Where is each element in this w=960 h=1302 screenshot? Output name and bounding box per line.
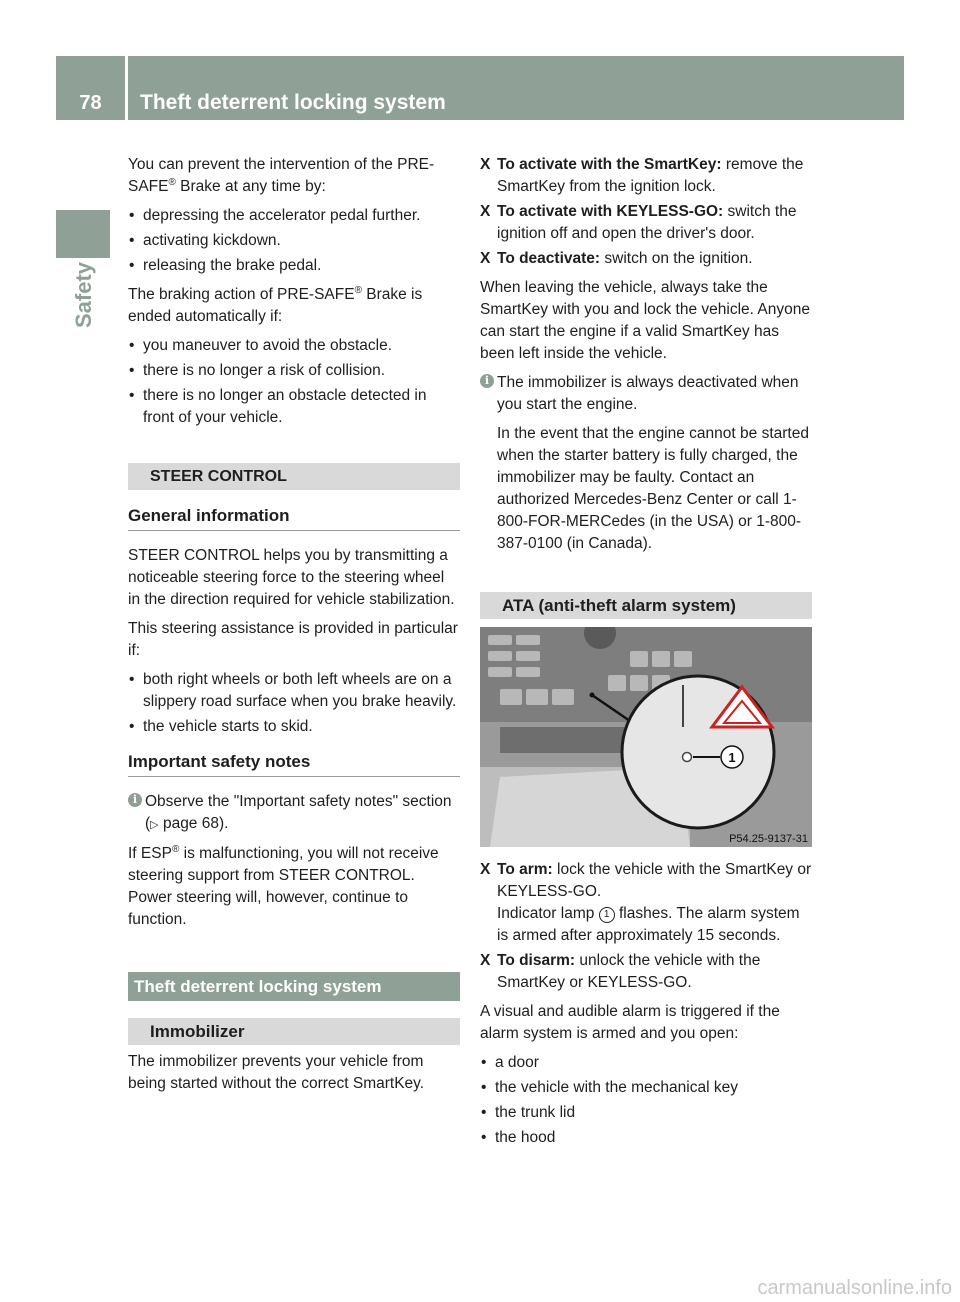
subheading-important-safety-notes: Important safety notes: [128, 750, 460, 777]
list-item: • the trunk lid: [480, 1102, 812, 1124]
list-item: • depressing the accelerator pedal further.: [128, 205, 460, 227]
watermark: carmanualsonline.info: [757, 1277, 952, 1299]
step-arrow-icon: X: [480, 156, 491, 173]
steer-paragraph: STEER CONTROL helps you by transmitting a noticeable steering force to the steering wheel in the direction required for vehicle stabilization.: [128, 547, 455, 608]
alarm-paragraph: A visual and audible alarm is triggered if the alarm system is armed and you open:: [480, 1003, 780, 1042]
side-tab: [62, 262, 106, 328]
dashboard-photo: [480, 627, 812, 847]
step-arrow-icon: X: [480, 250, 491, 267]
step-arrow-icon: X: [480, 952, 491, 969]
page-title: Theft deterrent locking system: [140, 91, 446, 114]
list-item: • the hood: [480, 1127, 812, 1149]
section-heading-theft-deterrent: Theft deterrent locking system: [128, 972, 460, 1001]
section-heading-ata: ATA (anti-theft alarm system): [480, 592, 812, 619]
side-tab-label: Safety: [71, 261, 96, 329]
right-column: [480, 154, 812, 1152]
ended-paragraph: The braking action of PRE-SAFE® Brake is ended automatically if:: [128, 284, 423, 325]
info-icon: i: [480, 374, 494, 388]
intro-paragraph: You can prevent the intervention of the PRE-SAFE® Brake at any time by:: [128, 156, 435, 195]
callout-1-icon: 1: [599, 907, 615, 923]
info-note: i Observe the "Important safety notes" section (▷ page 68).: [128, 791, 460, 836]
page-reference-arrow-icon: ▷: [150, 819, 159, 831]
instruction-step: X To activate with the SmartKey: remove the SmartKey from the ignition lock.: [480, 156, 804, 195]
steer-paragraph: This steering assistance is provided in particular if:: [128, 620, 458, 659]
list-item: • activating kickdown.: [128, 230, 460, 252]
list-item: • the vehicle starts to skid.: [128, 716, 460, 738]
header-separator: [125, 56, 128, 120]
list-item: • a door: [480, 1052, 812, 1074]
list-item: • releasing the brake pedal.: [128, 255, 460, 277]
subheading-general-information: General information: [128, 504, 460, 531]
list-item: • both right wheels or both left wheels are on a slippery road surface when you brake heavily.: [128, 669, 460, 713]
immobilizer-paragraph: The immobilizer prevents your vehicle from being started without the correct SmartKey.: [128, 1053, 425, 1092]
section-heading-immobilizer: Immobilizer: [128, 1018, 460, 1045]
list-item: • you maneuver to avoid the obstacle.: [128, 335, 460, 357]
instruction-step: X To activate with KEYLESS-GO: switch the ignition off and open the driver's door.: [480, 203, 797, 242]
section-heading-steer-control: STEER CONTROL: [128, 463, 460, 490]
instruction-step: X To arm: lock the vehicle with the SmartKey or KEYLESS-GO. Indicator lamp 1 flashes. The alarm system is armed after approximately 15 seconds.: [480, 861, 812, 944]
instruction-step: X To disarm: unlock the vehicle with the SmartKey or KEYLESS-GO.: [480, 952, 761, 991]
step-arrow-icon: X: [480, 861, 491, 878]
left-column: [128, 154, 460, 1102]
info-icon: i: [128, 793, 142, 807]
leaving-paragraph: When leaving the vehicle, always take the SmartKey with you and lock the vehicle. Anyone can start the engine if a valid SmartKey has been left inside the vehicle.: [480, 279, 810, 362]
image-callout-number: 1: [728, 750, 736, 765]
list-item: • the vehicle with the mechanical key: [480, 1077, 812, 1099]
esp-paragraph: If ESP® is malfunctioning, you will not receive steering support from STEER CONTROL. Power steering will, however, continue to function.: [128, 843, 439, 928]
step-arrow-icon: X: [480, 203, 491, 220]
instruction-step: X To deactivate: switch on the ignition.: [480, 248, 812, 270]
side-tab-marker: [56, 210, 110, 258]
page-number: 78: [79, 92, 102, 114]
image-code: P54.25-9137-31: [729, 833, 808, 845]
page-reference-link[interactable]: page 68).: [158, 815, 229, 832]
list-item: • there is no longer an obstacle detected in front of your vehicle.: [128, 385, 460, 429]
list-item: • there is no longer a risk of collision.: [128, 360, 460, 382]
info-note: i The immobilizer is always deactivated when you start the engine. In the event that the engine cannot be started when the starter battery is fully charged, the immobilizer may be faulty. Contact an authorized Mercedes-Benz Center or call 1-800-FOR-MERCedes (in the USA) or 1-800-387-0100 (in Canada).: [480, 372, 812, 555]
